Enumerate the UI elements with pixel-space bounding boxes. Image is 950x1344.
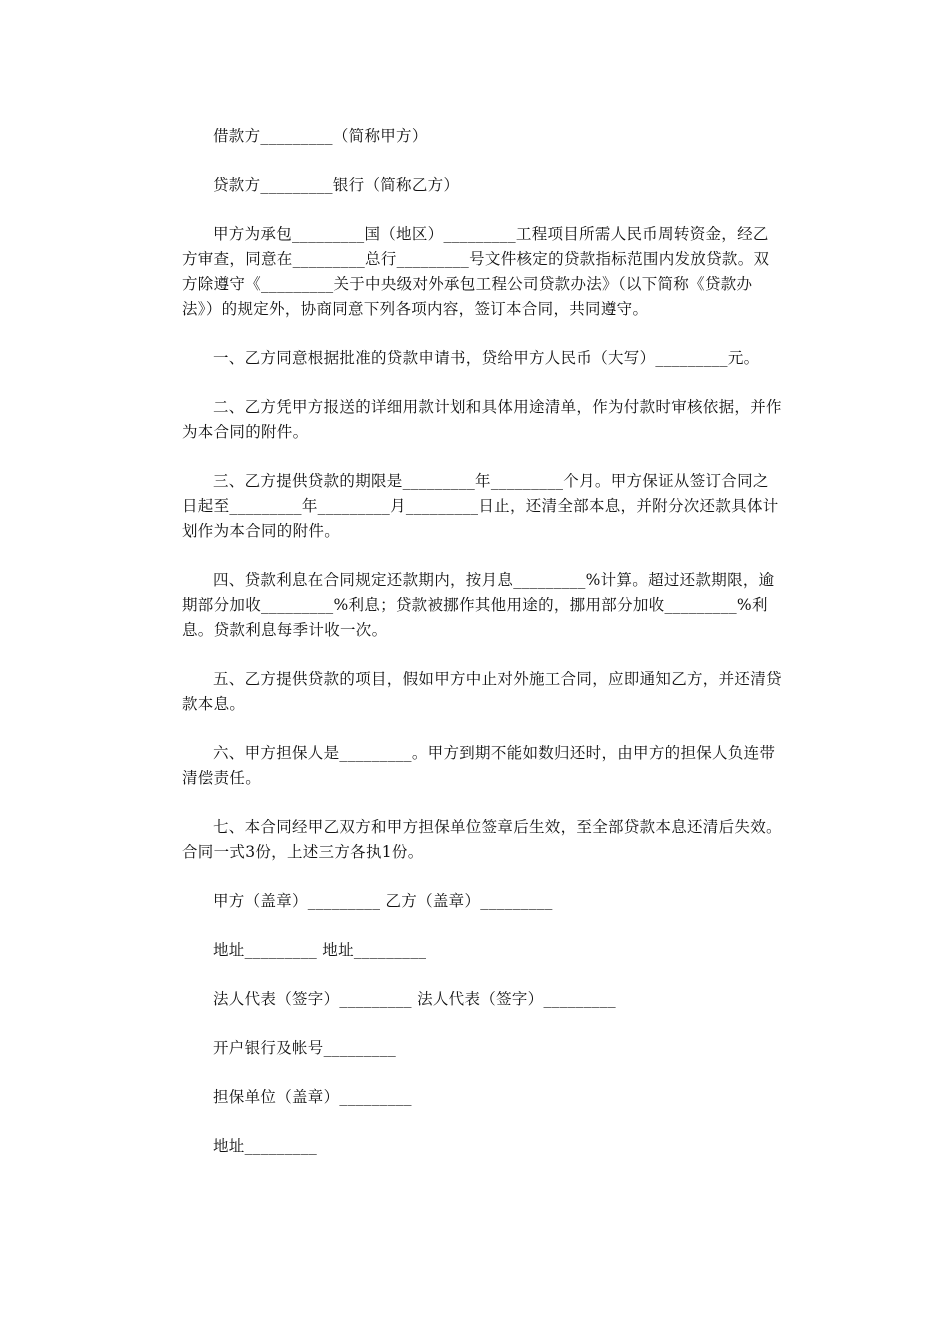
legal-rep-line: 法人代表（签字）_________ 法人代表（签字）_________ [213,990,616,1008]
clause-2: 二、乙方凭甲方报送的详细用款计划和具体用途清单，作为付款时审核依据，并作为本合同的附件。 [182,398,782,441]
guarantor-seal-line: 担保单位（盖章）_________ [213,1088,412,1106]
clause-6: 六、甲方担保人是_________。甲方到期不能如数归还时，由甲方的担保人负连带清偿责任。 [182,744,776,787]
bank-account-line: 开户银行及帐号_________ [213,1039,397,1057]
preamble-paragraph: 甲方为承包_________国（地区）_________工程项目所需人民币周转资金，经乙方审查，同意在_________总行_________号文件核定的贷款指标范围内发放贷款。双方除遵守《_________关于中央级对外承包工程公司贷款办法》（以下简称《贷款办法》）的规定外，协商同意下列各项内容，签订本合同，共同遵守。 [182,225,770,318]
contract-body [182,124,782,1159]
clause-4: 四、贷款利息在合同规定还款期内，按月息_________%计算。超过还款期限，逾期部分加收_________%利息；贷款被挪作其他用途的，挪用部分加收_________%利息。贷款利息每季计收一次。 [182,571,775,639]
guarantor-address-line: 地址_________ [213,1137,318,1155]
clause-7: 七、本合同经甲乙双方和甲方担保单位签章后生效，至全部贷款本息还清后失效。合同一式3份，上述三方各执1份。 [182,818,782,861]
clause-1: 一、乙方同意根据批准的贷款申请书，贷给甲方人民币（大写）_________元。 [213,349,760,367]
address-line: 地址_________ 地址_________ [213,941,427,959]
clause-3: 三、乙方提供贷款的期限是_________年_________个月。甲方保证从签订合同之日起至_________年_________月_________日止，还清全部本息，并附分次还款具体计划作为本合同的附件。 [182,472,779,540]
lender-line: 贷款方_________银行（简称乙方） [213,176,460,194]
borrower-line: 借款方_________（简称甲方） [213,127,428,145]
party-seal-line: 甲方（盖章）_________ 乙方（盖章）_________ [213,892,553,910]
clause-5: 五、乙方提供贷款的项目，假如甲方中止对外施工合同，应即通知乙方，并还清贷款本息。 [182,670,782,713]
